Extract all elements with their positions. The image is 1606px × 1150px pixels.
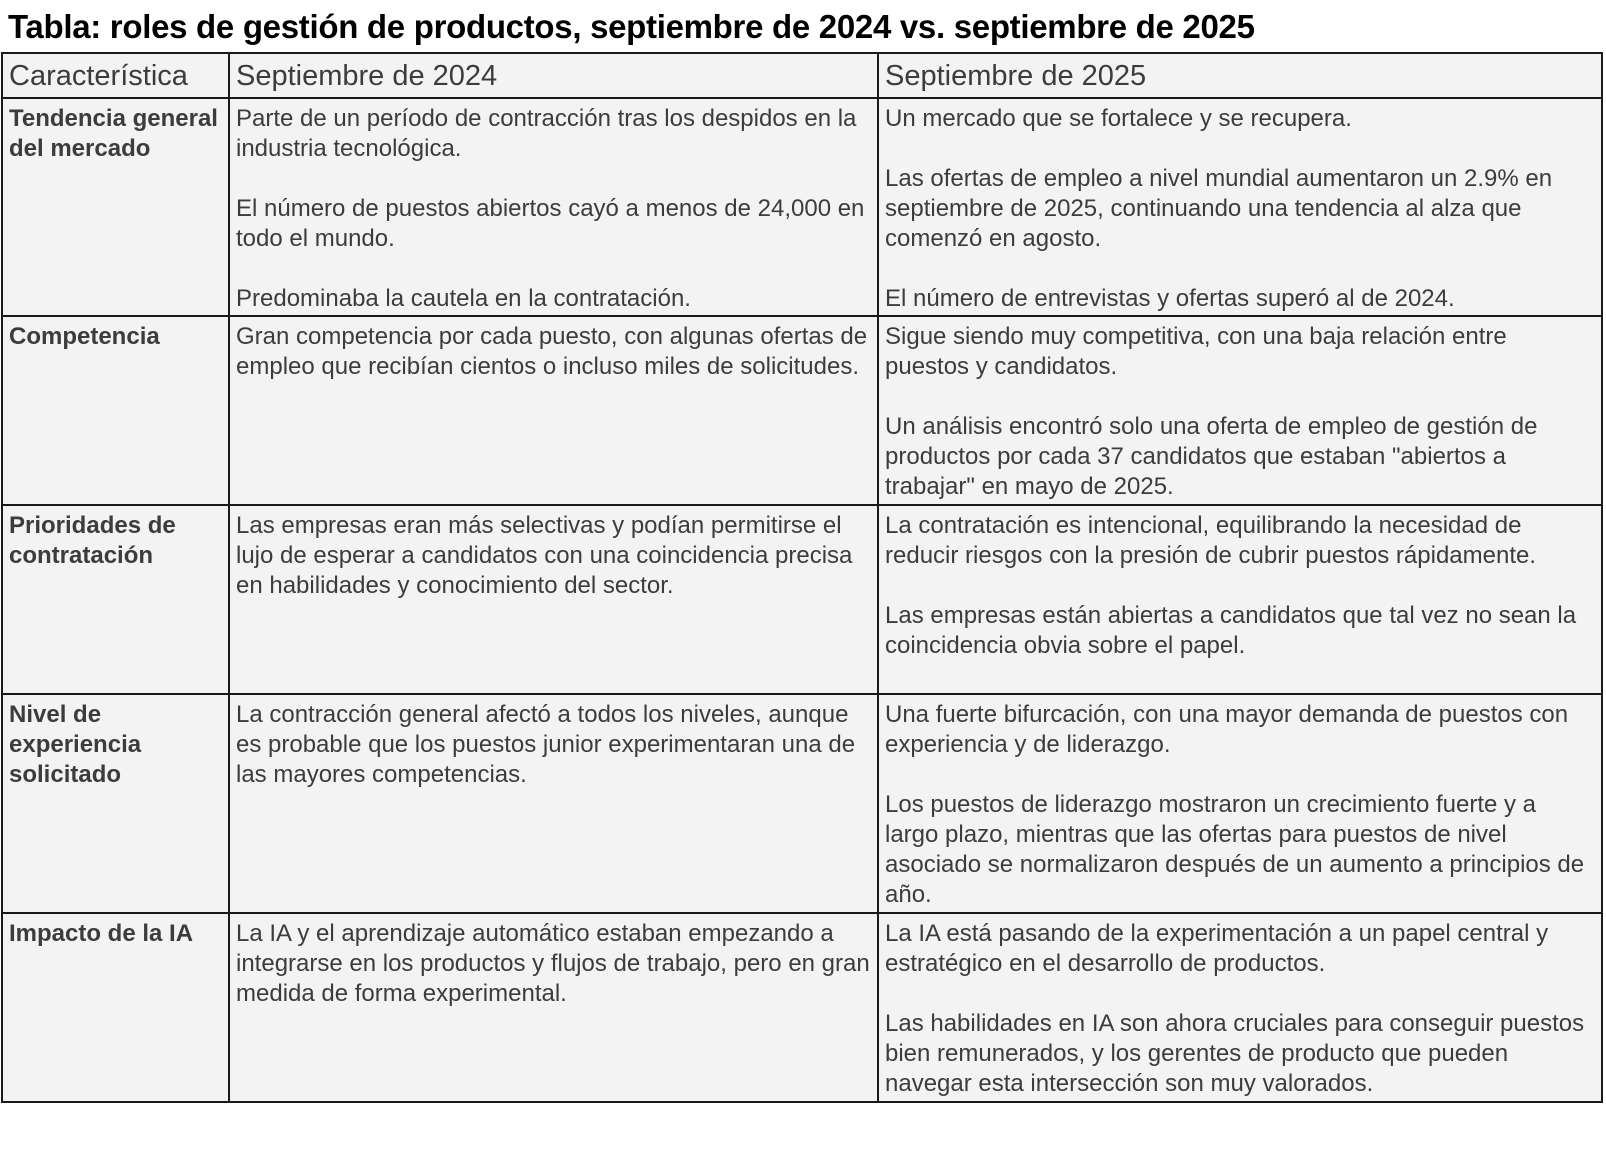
- sep-2025-cell: [878, 316, 1602, 505]
- cell-paragraph: Gran competencia por cada puesto, con algunas ofertas de empleo que recibían cientos o incluso miles de solicitudes.: [236, 323, 868, 380]
- sep-2024-cell: [229, 913, 878, 1102]
- cell-paragraph: La IA y el aprendizaje automático estaban empezando a integrarse en los productos y flujos de trabajo, pero en gran medida de forma experimental.: [236, 920, 870, 1007]
- table-row: [2, 505, 1602, 694]
- comparison-table: [1, 52, 1603, 1103]
- feature-cell: Tendencia general del mercado: [2, 98, 229, 316]
- cell-paragraph: El número de puestos abiertos cayó a menos de 24,000 en todo el mundo.: [236, 195, 865, 252]
- sep-2024-cell: [229, 98, 878, 316]
- cell-paragraph: El número de entrevistas y ofertas superó al de 2024.: [885, 285, 1455, 312]
- feature-cell: Competencia: [2, 316, 229, 505]
- header-row: [2, 53, 1602, 98]
- table-row: [2, 694, 1602, 913]
- cell-paragraph: Los puestos de liderazgo mostraron un crecimiento fuerte y a largo plazo, mientras que las ofertas para puestos de nivel asociado se normalizaron después de un aumento a principios de año.: [885, 791, 1585, 908]
- cell-paragraph: Un análisis encontró solo una oferta de empleo de gestión de productos por cada 37 candidatos que estaban "abiertos a trabajar" en mayo de 2025.: [885, 413, 1538, 500]
- sep-2025-cell: [878, 694, 1602, 913]
- sep-2024-cell: [229, 505, 878, 694]
- cell-paragraph: La contracción general afectó a todos los niveles, aunque es probable que los puestos junior experimentaran una de las mayores competencias.: [236, 701, 856, 788]
- cell-paragraph: Parte de un período de contracción tras los despidos en la industria tecnológica.: [236, 105, 857, 162]
- cell-paragraph: Las ofertas de empleo a nivel mundial aumentaron un 2.9% en septiembre de 2025, continuando una tendencia al alza que comenzó en agosto.: [885, 165, 1553, 252]
- sep-2024-cell: [229, 694, 878, 913]
- table-row: [2, 316, 1602, 505]
- feature-cell: Nivel de experiencia solicitado: [2, 694, 229, 913]
- header-feature: Característica: [2, 53, 229, 98]
- feature-cell: Impacto de la IA: [2, 913, 229, 1102]
- table-title: Tabla: roles de gestión de productos, septiembre de 2024 vs. septiembre de 2025: [8, 8, 1255, 45]
- table-row: [2, 98, 1602, 316]
- cell-paragraph: Las habilidades en IA son ahora cruciales para conseguir puestos bien remunerados, y los gerentes de producto que pueden navegar esta intersección son muy valorados.: [885, 1010, 1585, 1097]
- header-sep-2025: Septiembre de 2025: [878, 53, 1602, 98]
- cell-paragraph: Las empresas eran más selectivas y podían permitirse el lujo de esperar a candidatos con una coincidencia precisa en habilidades y conocimiento del sector.: [236, 512, 853, 599]
- cell-paragraph: La contratación es intencional, equilibrando la necesidad de reducir riesgos con la presión de cubrir puestos rápidamente.: [885, 512, 1537, 569]
- cell-paragraph: Las empresas están abiertas a candidatos que tal vez no sean la coincidencia obvia sobre el papel.: [885, 602, 1577, 659]
- header-sep-2024: Septiembre de 2024: [229, 53, 878, 98]
- cell-paragraph: La IA está pasando de la experimentación a un papel central y estratégico en el desarrollo de productos.: [885, 920, 1549, 977]
- cell-paragraph: Sigue siendo muy competitiva, con una baja relación entre puestos y candidatos.: [885, 323, 1507, 380]
- sep-2025-cell: [878, 505, 1602, 694]
- cell-paragraph: Un mercado que se fortalece y se recupera.: [885, 105, 1352, 132]
- sep-2024-cell: [229, 316, 878, 505]
- sep-2025-cell: [878, 98, 1602, 316]
- table-row: [2, 913, 1602, 1102]
- feature-cell: Prioridades de contratación: [2, 505, 229, 694]
- cell-paragraph: Una fuerte bifurcación, con una mayor demanda de puestos con experiencia y de liderazgo.: [885, 701, 1569, 758]
- cell-paragraph: Predominaba la cautela en la contratación.: [236, 285, 691, 312]
- sep-2025-cell: [878, 913, 1602, 1102]
